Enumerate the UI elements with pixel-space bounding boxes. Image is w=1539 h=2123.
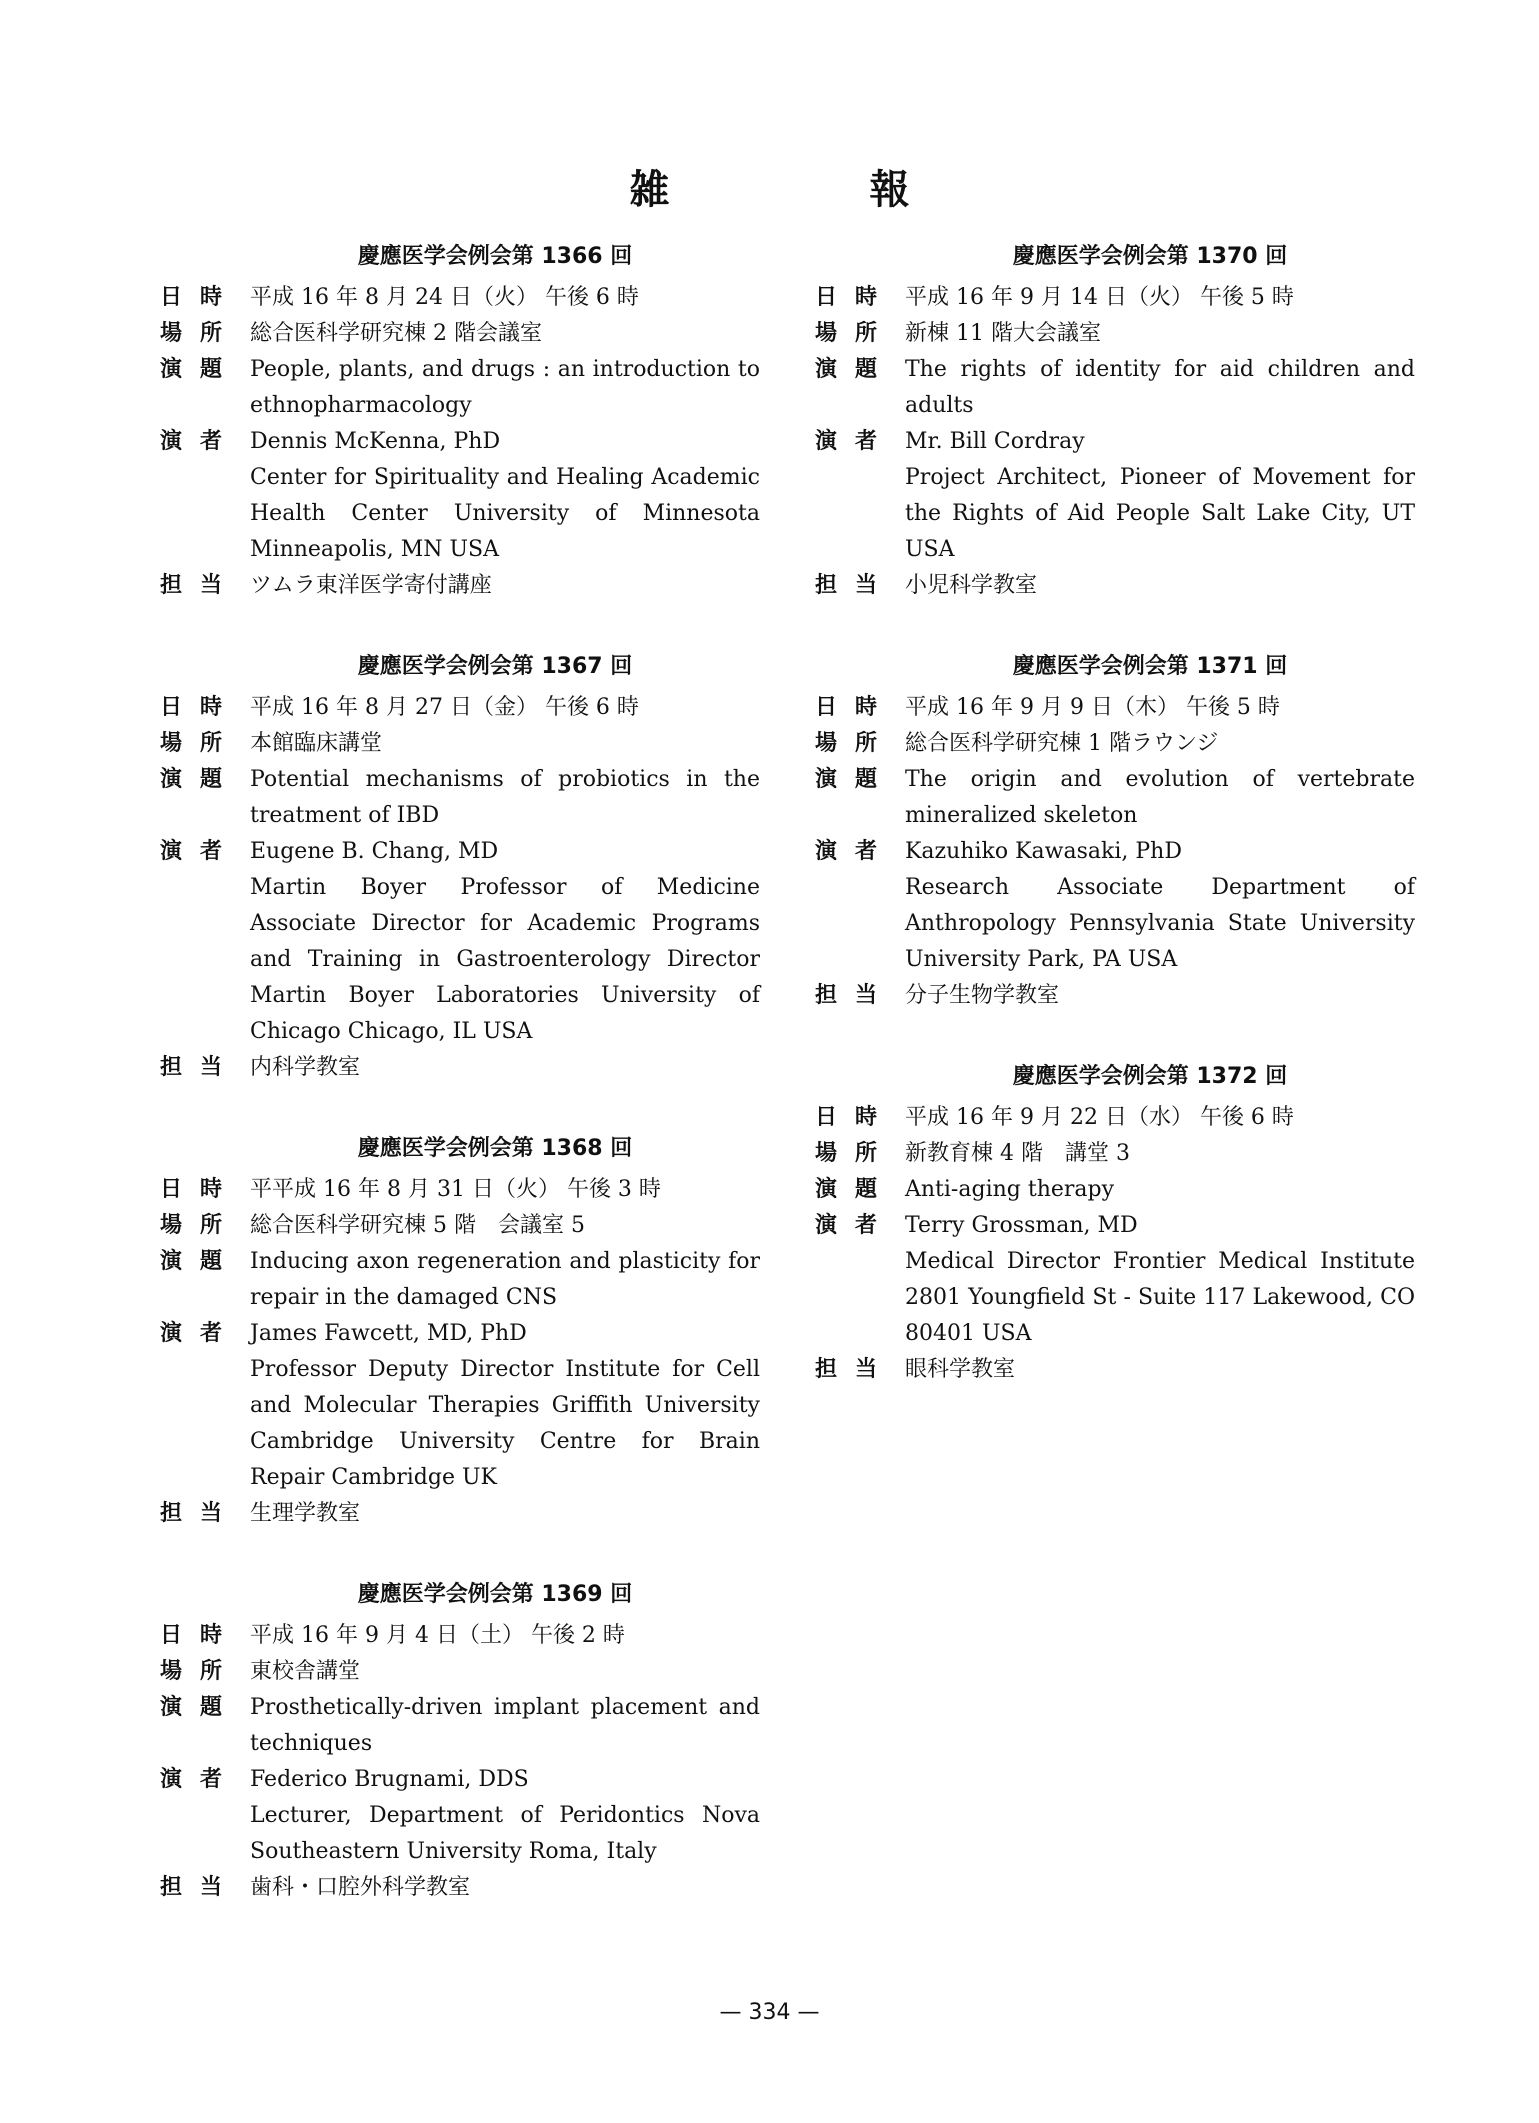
speaker-name: Kazuhiko Kawasaki, PhD xyxy=(905,839,1182,864)
speaker-name: James Fawcett, MD, PhD xyxy=(250,1321,527,1346)
speaker-label: 演者 xyxy=(160,1767,241,1792)
host-label: 担当 xyxy=(160,1055,241,1080)
date-label: 日時 xyxy=(160,285,241,310)
meeting-entry xyxy=(160,650,760,1086)
meeting-host: 眼科学教室 xyxy=(905,1357,1016,1382)
meeting-place: 東校舎講堂 xyxy=(250,1659,361,1684)
topic-label: 演題 xyxy=(815,1177,896,1202)
speaker-name: Dennis McKenna, PhD xyxy=(250,429,501,454)
date-label: 日時 xyxy=(160,1623,241,1648)
meeting-heading: 慶應医学会例会第 1367 回 xyxy=(357,654,633,679)
meeting-topic: The rights of identity for aid children and adults xyxy=(905,357,1415,418)
meeting-host: 小児科学教室 xyxy=(905,573,1038,598)
place-label: 場所 xyxy=(815,1141,896,1166)
host-label: 担当 xyxy=(160,1875,241,1900)
topic-label: 演題 xyxy=(160,1695,241,1720)
host-label: 担当 xyxy=(815,1357,896,1382)
meeting-heading: 慶應医学会例会第 1371 回 xyxy=(1012,654,1288,679)
topic-label: 演題 xyxy=(160,767,241,792)
meeting-topic: Inducing axon regeneration and plasticity for repair in the damaged CNS xyxy=(250,1249,760,1310)
speaker-affiliation: Lecturer, Department of Peridontics Nova Southeastern University Roma, Italy xyxy=(250,1803,760,1864)
topic-label: 演題 xyxy=(160,1249,241,1274)
speaker-affiliation: Medical Director Frontier Medical Institute 2801 Youngfield St - Suite 117 Lakewood, CO 80401 USA xyxy=(905,1249,1415,1346)
speaker-label: 演者 xyxy=(815,839,896,864)
host-label: 担当 xyxy=(815,983,896,1008)
meeting-entry xyxy=(815,650,1415,1014)
meeting-entry xyxy=(815,1060,1415,1388)
meeting-place: 総合医科学研究棟 1 階ラウンジ xyxy=(905,731,1219,756)
place-label: 場所 xyxy=(815,731,896,756)
speaker-name: Eugene B. Chang, MD xyxy=(250,839,499,864)
meeting-date: 平成 16 年 9 月 14 日（火） 午後 5 時 xyxy=(905,285,1294,310)
topic-label: 演題 xyxy=(160,357,241,382)
meeting-topic: Potential mechanisms of probiotics in the treatment of IBD xyxy=(250,767,760,828)
meeting-date: 平成 16 年 9 月 9 日（木） 午後 5 時 xyxy=(905,695,1280,720)
meeting-heading: 慶應医学会例会第 1368 回 xyxy=(357,1136,633,1161)
topic-label: 演題 xyxy=(815,357,896,382)
meeting-topic: Anti-aging therapy xyxy=(905,1177,1115,1202)
place-label: 場所 xyxy=(160,321,241,346)
meeting-host: 生理学教室 xyxy=(250,1501,361,1526)
right-column xyxy=(815,240,1415,1434)
page-title: 雑 報 xyxy=(629,167,990,213)
date-label: 日時 xyxy=(815,695,896,720)
speaker-affiliation: Research Associate Department of Anthropology Pennsylvania State University University Park, PA USA xyxy=(905,875,1415,972)
meeting-host: 分子生物学教室 xyxy=(905,983,1060,1008)
meeting-heading: 慶應医学会例会第 1369 回 xyxy=(357,1582,633,1607)
meeting-host: ツムラ東洋医学寄付講座 xyxy=(250,573,492,598)
left-column xyxy=(160,240,760,1952)
place-label: 場所 xyxy=(815,321,896,346)
date-label: 日時 xyxy=(815,285,896,310)
speaker-label: 演者 xyxy=(160,1321,241,1346)
meeting-place: 新棟 11 階大会議室 xyxy=(905,321,1101,346)
speaker-affiliation: Martin Boyer Professor of Medicine Associate Director for Academic Programs and Training in Gastroenterology Director Martin Boyer Laboratories University of Chicago Chicago, IL USA xyxy=(250,875,760,1044)
meeting-entry xyxy=(160,240,760,604)
date-label: 日時 xyxy=(160,695,241,720)
meeting-place: 本館臨床講堂 xyxy=(250,731,383,756)
meeting-place: 新教育棟 4 階 講堂 3 xyxy=(905,1141,1130,1166)
date-label: 日時 xyxy=(160,1177,241,1202)
meeting-place: 総合医科学研究棟 5 階 会議室 5 xyxy=(250,1213,585,1238)
speaker-label: 演者 xyxy=(160,839,241,864)
meeting-heading: 慶應医学会例会第 1370 回 xyxy=(1012,244,1288,269)
host-label: 担当 xyxy=(160,573,241,598)
meeting-heading: 慶應医学会例会第 1366 回 xyxy=(357,244,633,269)
meeting-date: 平成 16 年 8 月 27 日（金） 午後 6 時 xyxy=(250,695,639,720)
meeting-host: 歯科・口腔外科学教室 xyxy=(250,1875,471,1900)
meeting-topic: Prosthetically-driven implant placement and techniques xyxy=(250,1695,760,1756)
speaker-label: 演者 xyxy=(815,429,896,454)
meeting-date: 平成 16 年 9 月 22 日（水） 午後 6 時 xyxy=(905,1105,1294,1130)
host-label: 担当 xyxy=(815,573,896,598)
speaker-name: Terry Grossman, MD xyxy=(905,1213,1138,1238)
speaker-label: 演者 xyxy=(815,1213,896,1238)
meeting-place: 総合医科学研究棟 2 階会議室 xyxy=(250,321,542,346)
speaker-label: 演者 xyxy=(160,429,241,454)
date-label: 日時 xyxy=(815,1105,896,1130)
meeting-entry xyxy=(160,1578,760,1906)
page-number: — 334 — xyxy=(719,2000,820,2025)
place-label: 場所 xyxy=(160,1213,241,1238)
speaker-name: Federico Brugnami, DDS xyxy=(250,1767,529,1792)
topic-label: 演題 xyxy=(815,767,896,792)
place-label: 場所 xyxy=(160,731,241,756)
host-label: 担当 xyxy=(160,1501,241,1526)
speaker-affiliation: Project Architect, Pioneer of Movement for the Rights of Aid People Salt Lake City, UT USA xyxy=(905,465,1415,562)
speaker-affiliation: Professor Deputy Director Institute for Cell and Molecular Therapies Griffith University Cambridge University Centre for Brain Repair Cambridge UK xyxy=(250,1357,760,1490)
speaker-name: Mr. Bill Cordray xyxy=(905,429,1085,454)
meeting-entry xyxy=(815,240,1415,604)
meeting-heading: 慶應医学会例会第 1372 回 xyxy=(1012,1064,1288,1089)
meeting-date: 平平成 16 年 8 月 31 日（火） 午後 3 時 xyxy=(250,1177,661,1202)
place-label: 場所 xyxy=(160,1659,241,1684)
meeting-entry xyxy=(160,1132,760,1532)
meeting-host: 内科学教室 xyxy=(250,1055,361,1080)
meeting-topic: People, plants, and drugs : an introduction to ethnopharmacology xyxy=(250,357,760,418)
speaker-affiliation: Center for Spirituality and Healing Academic Health Center University of Minnesota Minneapolis, MN USA xyxy=(250,465,760,562)
meeting-date: 平成 16 年 8 月 24 日（火） 午後 6 時 xyxy=(250,285,639,310)
meeting-topic: The origin and evolution of vertebrate mineralized skeleton xyxy=(905,767,1415,828)
meeting-date: 平成 16 年 9 月 4 日（土） 午後 2 時 xyxy=(250,1623,625,1648)
